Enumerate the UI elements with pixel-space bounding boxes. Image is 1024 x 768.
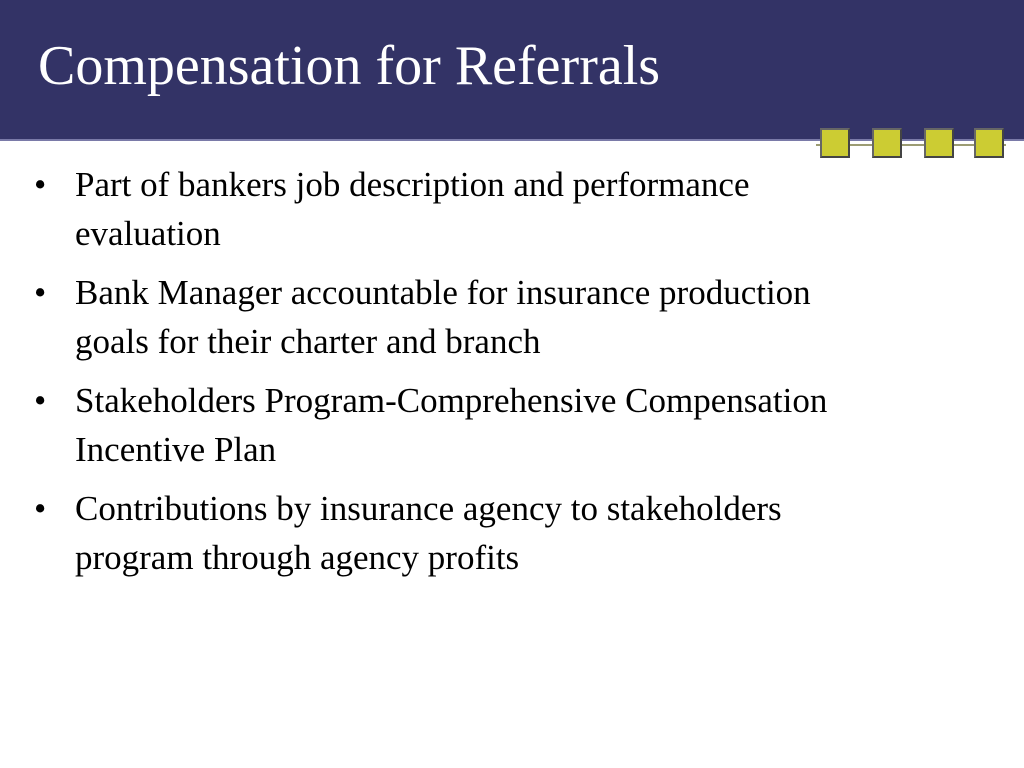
bullet-text: Stakeholders Program-Comprehensive Compensation Incentive Plan [75,381,828,469]
decorative-squares [816,128,1006,162]
bullet-text: Bank Manager accountable for insurance production goals for their charter and branch [75,273,811,361]
bullet-item [28,160,848,258]
bullet-item [28,268,848,366]
accent-square [974,128,1004,158]
slide-title: Compensation for Referrals [38,35,661,97]
bullet-item [28,484,848,582]
accent-square [872,128,902,158]
bullet-dot-icon: • [34,273,47,312]
accent-square [924,128,954,158]
accent-square [820,128,850,158]
bullet-item [28,376,848,474]
title-bar [0,0,1024,141]
bullet-dot-icon: • [34,489,47,528]
bullet-text: Part of bankers job description and performance evaluation [75,165,750,253]
bullet-text: Contributions by insurance agency to stakeholders program through agency profits [75,489,782,577]
bullet-dot-icon: • [34,381,47,420]
bullet-list [28,160,848,592]
bullet-dot-icon: • [34,165,47,204]
